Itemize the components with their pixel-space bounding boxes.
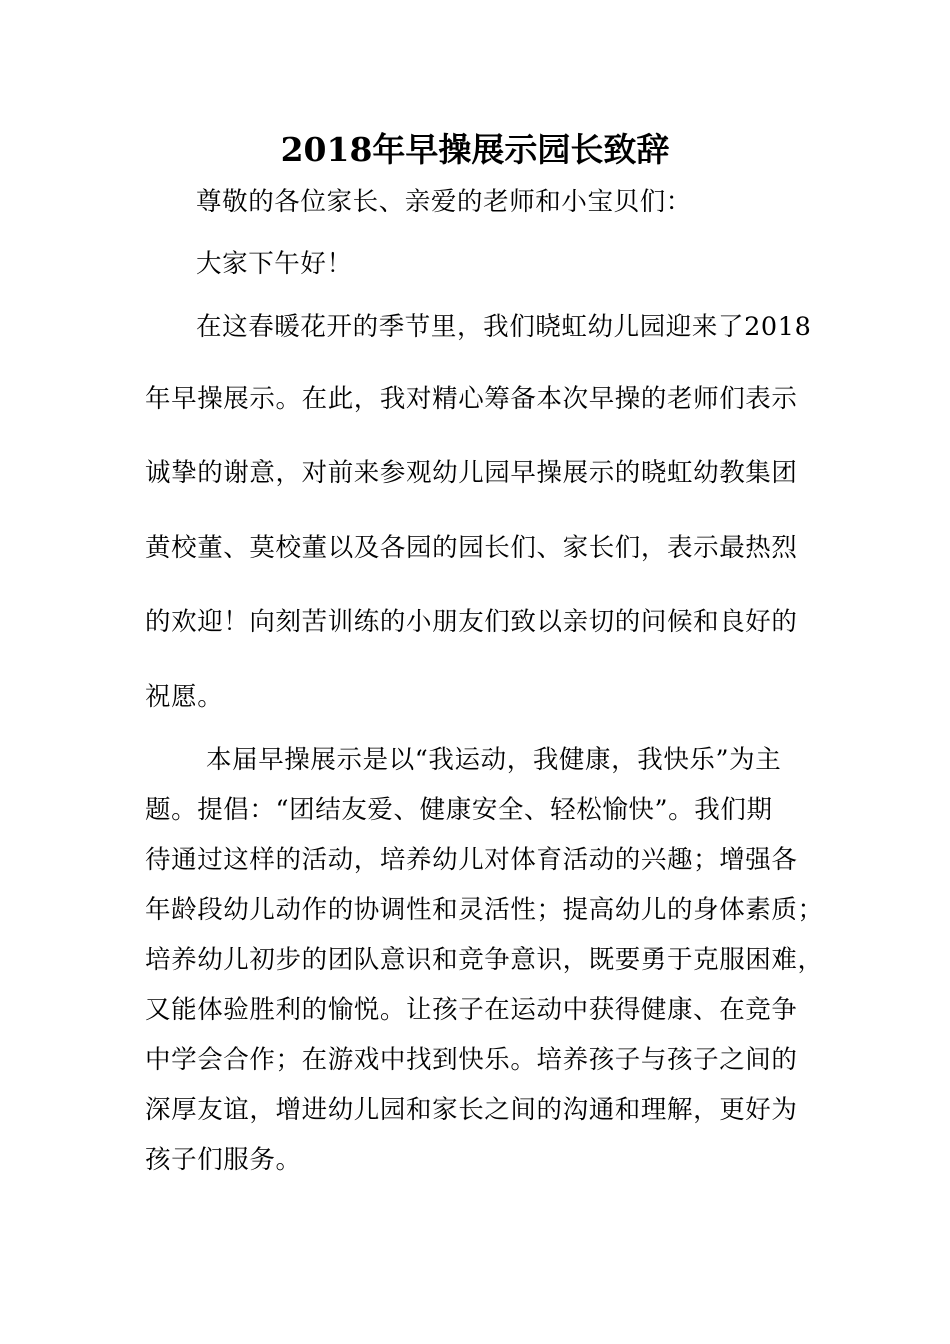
paragraph-line: 培养幼儿初步的团队意识和竞争意识，既要勇于克服困难， [145, 945, 824, 975]
paragraph-line: 本届早操展示是以“我运动，我健康，我快乐”为主 [206, 745, 782, 775]
paragraph-line: 年早操展示。在此，我对精心筹备本次早操的老师们表示 [145, 384, 798, 414]
paragraph-line: 的欢迎！向刻苦训练的小朋友们致以亲切的问候和良好的 [145, 607, 798, 637]
salutation-line: 尊敬的各位家长、亲爱的老师和小宝贝们： [196, 187, 692, 217]
paragraph-line: 祝愿。 [145, 682, 224, 712]
paragraph-line: 待通过这样的活动，培养幼儿对体育活动的兴趣；增强各 [145, 845, 798, 875]
paragraph-line: 黄校董、莫校董以及各园的园长们、家长们，表示最热烈 [145, 533, 798, 563]
greeting-line: 大家下午好！ [196, 249, 353, 279]
paragraph-line: 题。提倡：“团结友爱、健康安全、轻松愉快”。我们期 [145, 795, 773, 825]
document-title: 2018年早操展示园长致辞 [280, 130, 670, 169]
paragraph-line: 孩子们服务。 [145, 1145, 302, 1175]
paragraph-line: 年龄段幼儿动作的协调性和灵活性；提高幼儿的身体素质； [145, 895, 824, 925]
paragraph-line: 深厚友谊，增进幼儿园和家长之间的沟通和理解，更好为 [145, 1095, 798, 1125]
paragraph-line: 诚挚的谢意，对前来参观幼儿园早操展示的晓虹幼教集团 [145, 458, 798, 488]
paragraph-line: 中学会合作；在游戏中找到快乐。培养孩子与孩子之间的 [145, 1045, 798, 1075]
paragraph-line: 又能体验胜利的愉悦。让孩子在运动中获得健康、在竞争 [145, 995, 798, 1025]
paragraph-line: 在这春暖花开的季节里，我们晓虹幼儿园迎来了2018 [196, 312, 812, 342]
